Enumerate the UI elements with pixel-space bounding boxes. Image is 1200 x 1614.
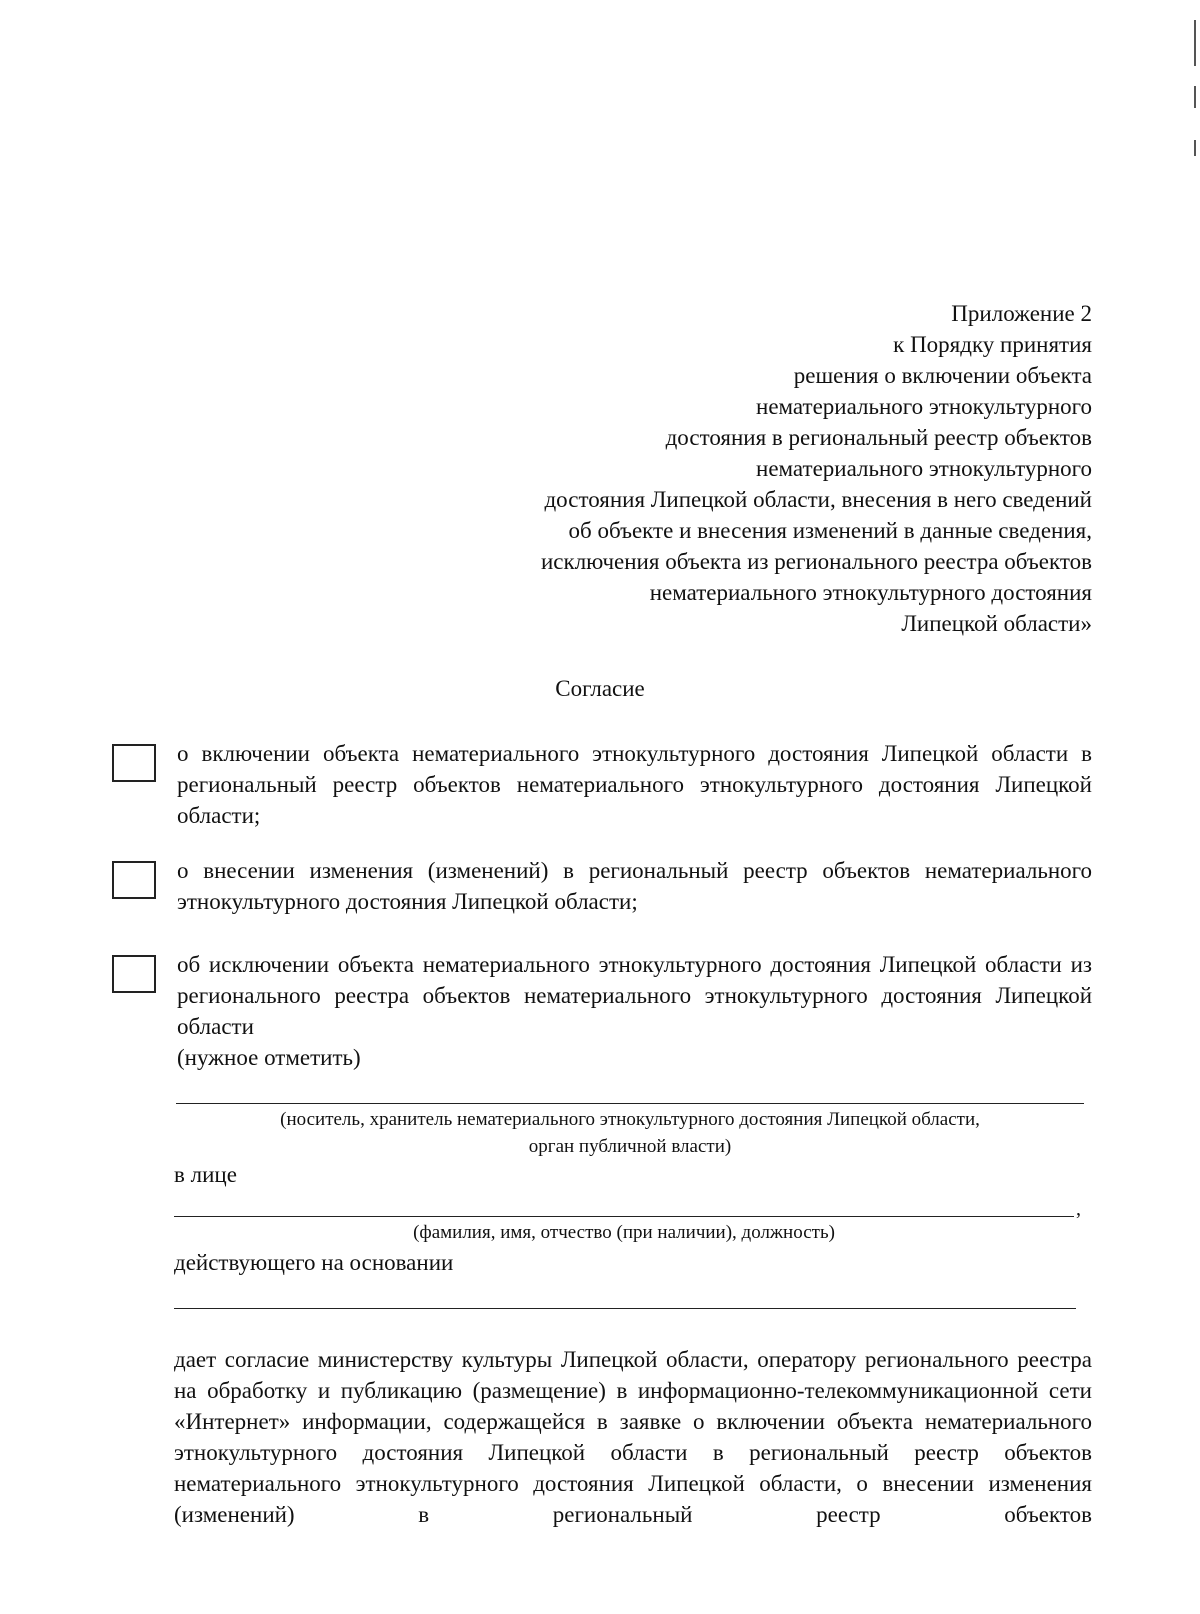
consent-text: дает согласие министерству культуры Липецкой области, оператору регионального реестра на обработку и публикацию (размещение) в информационно-телекоммуникационной сети «Интернет» информации, содержащейся в заявке о включении объекта нематериального этнокультурного достояния Липецкой области в региональный реестр объектов нематериального этнокультурного достояния Липецкой области, о внесении изменения (изменений) в региональный реестр объектов [174, 1347, 1092, 1527]
include-checkbox[interactable] [112, 744, 156, 782]
option-change-text: о внесении изменения (изменений) в региональный реестр объектов нематериального этнокультурного достояния Липецкой области; [177, 858, 1092, 914]
appendix-line: достояния Липецкой области, внесения в него сведений [544, 487, 1092, 512]
change-checkbox[interactable] [112, 861, 156, 899]
option-exclude-text: об исключении объекта нематериального этнокультурного достояния Липецкой области из регионального реестра объектов нематериального этнокультурного достояния Липецкой области [177, 952, 1092, 1039]
appendix-line: об объекте и внесения изменений в данные сведения, [568, 518, 1092, 543]
appendix-line: Приложение 2 [951, 301, 1092, 326]
basis-label: действующего на основании [174, 1250, 454, 1275]
appendix-line: к Порядку принятия [893, 332, 1092, 357]
mark-needed-note: (нужное отметить) [177, 1045, 361, 1070]
name-field-comma: , [1076, 1198, 1081, 1220]
appendix-line: достояния в региональный реестр объектов [665, 425, 1092, 450]
holder-field-line[interactable] [176, 1103, 1084, 1104]
appendix-header [541, 298, 1092, 639]
scan-edge-mark [1194, 86, 1196, 108]
appendix-line: нематериального этнокультурного достояния [649, 580, 1092, 605]
name-caption: (фамилия, имя, отчество (при наличии), должность) [413, 1222, 835, 1243]
holder-caption-line1: (носитель, хранитель нематериального этнокультурного достояния Липецкой области, [280, 1109, 980, 1130]
scan-edge-mark [1194, 20, 1196, 66]
appendix-line: нематериального этнокультурного [756, 456, 1092, 481]
in-person-label: в лице [174, 1162, 237, 1187]
document-title: Согласие [555, 676, 645, 701]
basis-field-line[interactable] [174, 1308, 1076, 1309]
scan-edge-mark [1194, 140, 1196, 156]
appendix-line: нематериального этнокультурного [756, 394, 1092, 419]
holder-caption-line2: орган публичной власти) [528, 1136, 732, 1157]
appendix-line: решения о включении объекта [793, 363, 1092, 388]
exclude-checkbox[interactable] [112, 955, 156, 993]
appendix-line: Липецкой области» [901, 611, 1092, 636]
option-include-text: о включении объекта нематериального этнокультурного достояния Липецкой области в региональный реестр объектов нематериального этнокультурного достояния Липецкой области; [177, 741, 1092, 828]
appendix-line: исключения объекта из регионального реестра объектов [541, 549, 1092, 574]
name-field-line[interactable] [174, 1216, 1074, 1217]
